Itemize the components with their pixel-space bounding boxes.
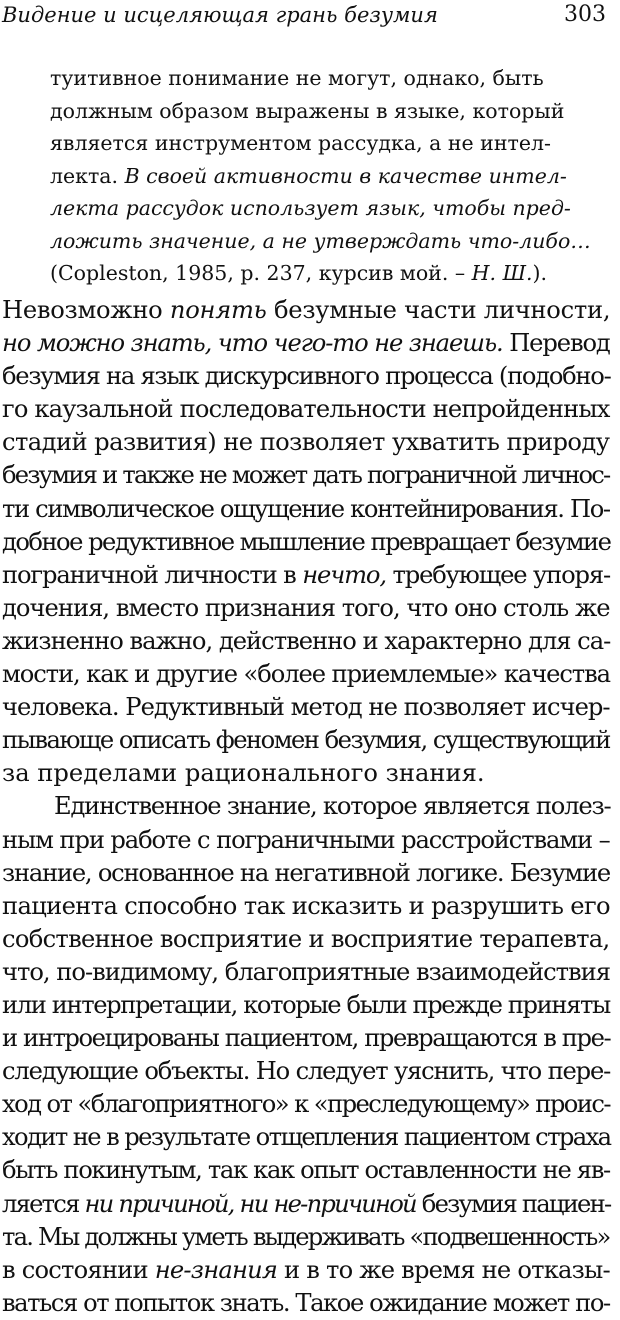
text-run: ляется [2,1189,85,1218]
quote-line [50,127,608,160]
text-run: го каузальной последовательности непройденных [2,395,610,424]
text-run: и в то же время не отказы- [277,1255,610,1284]
body-line [2,360,610,393]
text-run: Невозможно [2,296,170,324]
italic-text: В своей активности в качестве интел- [124,163,567,188]
body-text [2,294,610,1320]
text-run: является инструментом рассудка, а не интел- [50,131,551,155]
body-line [2,923,610,956]
text-run: ти символическое ощущение контейнирования. По- [2,494,610,523]
italic-text: понять [169,296,267,324]
text-run: пограничной личности в [2,560,303,589]
italic-text: лекта рассудок использует язык, чтобы пред- [50,196,571,220]
text-run: ходит не в результате отщепления пациентом страха [2,1123,611,1152]
text-run: добное редуктивное мышление превращает безумие [2,527,611,556]
text-run: пациента способно так исказить и разрушить его [2,891,610,920]
text-run: ным при работе с пограничными расстройствами – [2,825,610,854]
running-head: Видение и исцеляющая грань безумия [2,3,438,27]
body-line [2,691,610,724]
text-run: человека. Редуктивный метод не позволяет исчер- [2,693,610,722]
quote-line [50,225,608,258]
body-line [2,526,610,559]
quote-line [50,192,608,225]
text-run: жизненно важно, действенно и характерно для са- [2,626,611,655]
italic-text: ложить значение, а не утверждать что-либо… [50,228,591,253]
text-run: безумия и также не может дать пограничной личнос- [2,461,610,490]
page-number: 303 [564,2,606,27]
body-line [2,592,610,625]
body-line [2,1121,610,1154]
quote-line [50,95,608,128]
body-line [2,1088,610,1121]
italic-text: нечто, [302,560,386,589]
quote-line [50,257,608,290]
body-line [2,757,610,790]
body-line [2,459,610,492]
text-run: Перевод [502,329,610,358]
text-run: безумия пациен- [415,1189,611,1218]
body-line [2,890,610,923]
text-run: лекта. [50,163,125,188]
italic-text: ни причиной, ни не-причиной [84,1189,416,1218]
body-line [2,658,610,691]
text-run: знание, основанное на негативной логике. Безумие [2,858,610,887]
text-run: собственное восприятие и восприятие терапевта, [2,924,610,953]
text-run: ). [532,261,547,285]
text-run: ход от «благоприятного» к «преследующему» проис- [2,1090,610,1119]
text-run: и интроецированы пациентом, превращаются в пре- [2,1024,611,1053]
text-run: что, по-видимому, благоприятные взаимодействия [2,957,611,986]
text-run: туитивное понимание не могут, однако, быть [50,66,544,90]
text-run: мости, как и другие «более приемлемые» качества [2,660,610,689]
body-line [2,559,610,592]
text-run: пывающе описать феномен безумия, существующий [2,726,610,755]
body-line [2,956,610,989]
body-line [2,294,610,327]
italic-text: но можно знать, что чего-то не знаешь. [2,329,503,358]
text-run: безумия на язык дискурсивного процесса (подобно- [2,362,611,391]
body-line [2,989,610,1022]
body-line [2,327,610,360]
text-run: в состоянии [2,1255,155,1284]
body-line [2,857,610,890]
body-line [2,625,610,658]
text-run: безумные части личности, [266,296,611,324]
text-run: дочения, вместо признания того, что оно столь же [2,593,610,622]
quote-line [50,62,608,95]
text-run: или интерпретации, которые были прежде приняты [2,990,610,1019]
body-line [2,393,609,426]
text-run: за пределами рационального знания. [2,759,485,788]
text-run: ваться от попыток знать. Такое ожидание может по- [2,1288,610,1317]
body-line [2,724,610,757]
text-run: стадий развития) не позволяет ухватить природу [2,428,610,457]
text-run: требующее упоря- [385,560,611,589]
block-quote [50,62,608,290]
body-line [2,493,610,526]
body-line [2,790,610,823]
body-line [2,1221,610,1254]
body-line [2,1022,610,1055]
text-run: Единственное знание, которое является полез- [54,792,611,821]
body-line [2,1287,610,1320]
text-run: (Copleston, 1985, p. 237, курсив мой. – [50,261,472,285]
text-run: та. Мы должны уметь выдерживать «подвешенность» [2,1222,610,1251]
body-line [2,1188,610,1221]
text-run: быть покинутым, так как опыт оставленности не яв- [2,1156,610,1185]
italic-text: Н. Ш. [471,261,533,285]
body-line [2,1055,610,1088]
body-line [2,824,610,857]
body-line [2,1154,610,1187]
body-line [2,1254,610,1287]
text-run: должным образом выражены в языке, который [50,98,565,123]
italic-text: не-знания [154,1255,278,1284]
body-line [2,426,610,459]
quote-line [50,160,608,193]
text-run: следующие объекты. Но следует уяснить, что пере- [2,1057,611,1086]
